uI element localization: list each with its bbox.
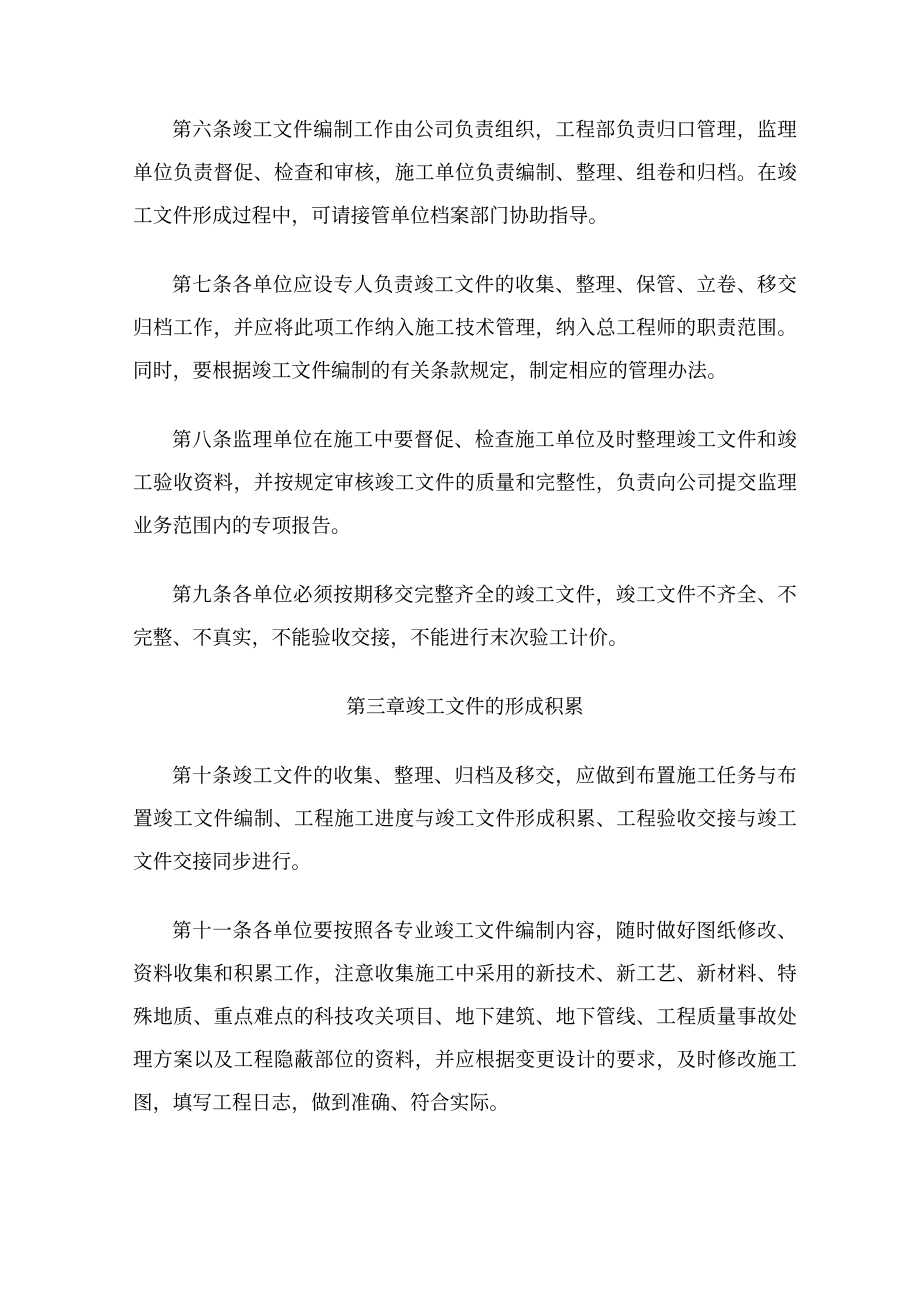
article-11-paragraph: 第十一条各单位要按照各专业竣工文件编制内容，随时做好图纸修改、资料收集和积累工作，注意收集施工中采用的新技术、新工艺、新材料、特殊地质、重点难点的科技攻关项目、地下建筑、地下管线、工程质量事故处理方案以及工程隐蔽部位的资料，并应根据变更设计的要求，及时修改施工图，填写工程日志，做到准确、符合实际。	[133, 919, 797, 1114]
article-7-paragraph: 第七条各单位应设专人负责竣工文件的收集、整理、保管、立卷、移交归档工作，并应将此项工作纳入施工技术管理，纳入总工程师的职责范围。同时，要根据竣工文件编制的有关条款规定，制定相应的管理办法。	[133, 273, 797, 382]
article-10-paragraph: 第十条竣工文件的收集、整理、归档及移交，应做到布置施工任务与布置竣工文件编制、工程施工进度与竣工文件形成积累、工程验收交接与竣工文件交接同步进行。	[133, 764, 797, 873]
article-8-paragraph: 第八条监理单位在施工中要督促、检查施工单位及时整理竣工文件和竣工验收资料，并按规定审核竣工文件的质量和完整性，负责向公司提交监理业务范围内的专项报告。	[133, 428, 797, 537]
article-9-paragraph: 第九条各单位必须按期移交完整齐全的竣工文件，竣工文件不齐全、不完整、不真实，不能验收交接，不能进行末次验工计价。	[133, 583, 797, 649]
document-body	[133, 108, 797, 1124]
article-6-paragraph: 第六条竣工文件编制工作由公司负责组织，工程部负责归口管理，监理单位负责督促、检查和审核，施工单位负责编制、整理、组卷和归档。在竣工文件形成过程中，可请接管单位档案部门协助指导。	[133, 118, 797, 227]
chapter-3-heading: 第三章竣工文件的形成积累	[346, 695, 584, 718]
